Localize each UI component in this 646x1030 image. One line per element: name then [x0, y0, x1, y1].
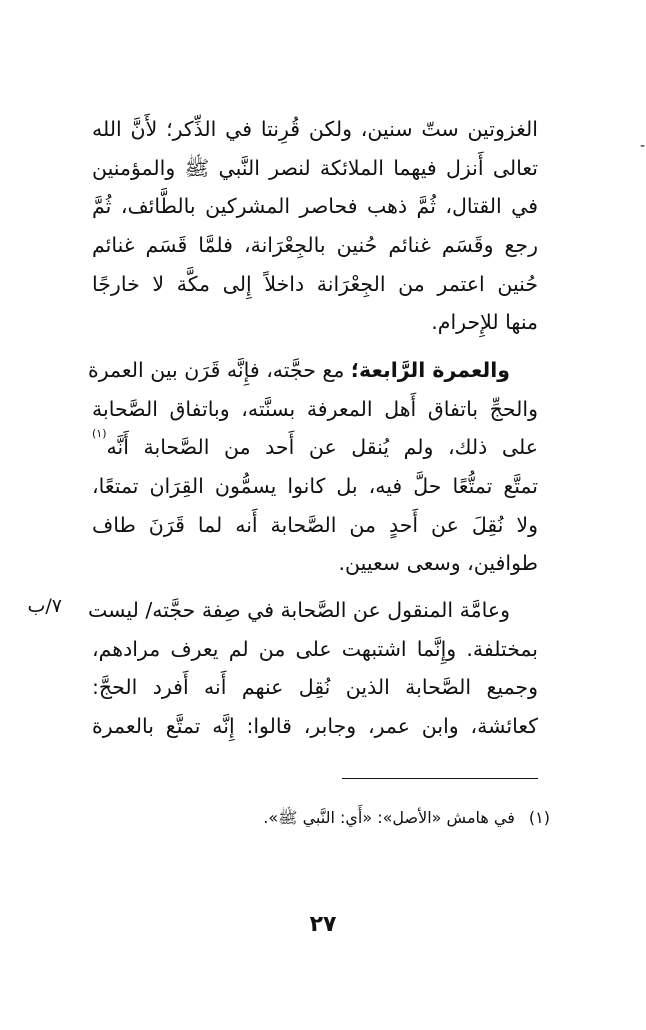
text-line: ولا نُقِلَ عن أَحدٍ من الصَّحابة أَنه لما قَرَنَ طاف	[92, 512, 538, 537]
page-number: ٢٧	[309, 912, 337, 937]
text-line: رجع وقَسَم غنائم حُنين بالجِعْرَانة، فلمَّا قَسَم غنائم	[92, 233, 538, 258]
footnote-number: (١)	[528, 808, 550, 827]
footnote	[240, 808, 550, 831]
text-line: والحجِّ باتفاق أَهل المعرفة بسنَّته، وباتفاق الصَّحابة	[92, 396, 538, 421]
text-line: الغزوتين ستّ سنين، ولكن قُرِنتا في الذِّكر؛ لأَنَّ الله	[92, 117, 538, 141]
paragraph-2	[87, 351, 538, 583]
text-line: وعامَّة المنقول عن الصَّحابة في صِفة حجَّته/ ليست	[87, 598, 510, 622]
footnote-reference[interactable]: (١)	[92, 427, 107, 441]
text-segment: مع حجَّته، فإِنَّه قَرَن بين العمرة	[87, 358, 351, 382]
text-line: حُنين اعتمر من الجِعْرَانة داخلاً إِلى مكَّة لا خارجًا	[92, 271, 538, 296]
text-line: تعالى أَنزل فيهما الملائكة لنصر النَّبي ﷺ والمؤمنين	[92, 155, 538, 180]
text-line: في القتال، ثُمَّ ذهب فحاصر المشركين بالطَّائف، ثُمَّ	[92, 194, 538, 219]
manuscript-folio-mark: ٧/ب	[27, 595, 62, 617]
text-line: منها للإِحرام.	[431, 310, 538, 335]
text-segment: على ذلك، ولم يُنقل عن أَحد من الصَّحابة أَنَّه	[106, 435, 538, 460]
paragraph-1	[92, 110, 538, 342]
text-line	[92, 428, 538, 467]
text-line	[87, 351, 538, 390]
footnote-divider	[342, 778, 538, 779]
text-line: طوافين، وسعى سعيين.	[338, 551, 538, 576]
text-line: كعائشة، وابن عمر، وجابر، قالوا: إِنَّه تمتَّع بالعمرة	[92, 714, 538, 739]
paragraph-3	[87, 591, 538, 746]
line-continuation-mark: -	[640, 138, 646, 154]
paragraph-lead: والعمرة الرَّابعة؛	[350, 358, 510, 382]
text-line: وجميع الصَّحابة الذين نُقِل عنهم أَنه أَفرد الحجَّ:	[92, 675, 538, 700]
text-line: بمختلفة. وإِنَّما اشتبهت على من لم يعرف مرادهم،	[92, 636, 538, 661]
text-line: تمتَّع تمتُّعًا حلَّ فيه، بل كانوا يسمُّون القِرَان تمتعًا،	[92, 474, 538, 499]
footnote-text: في هامش «الأصل»: «أَي: النَّبي ﷺ».	[263, 808, 515, 827]
